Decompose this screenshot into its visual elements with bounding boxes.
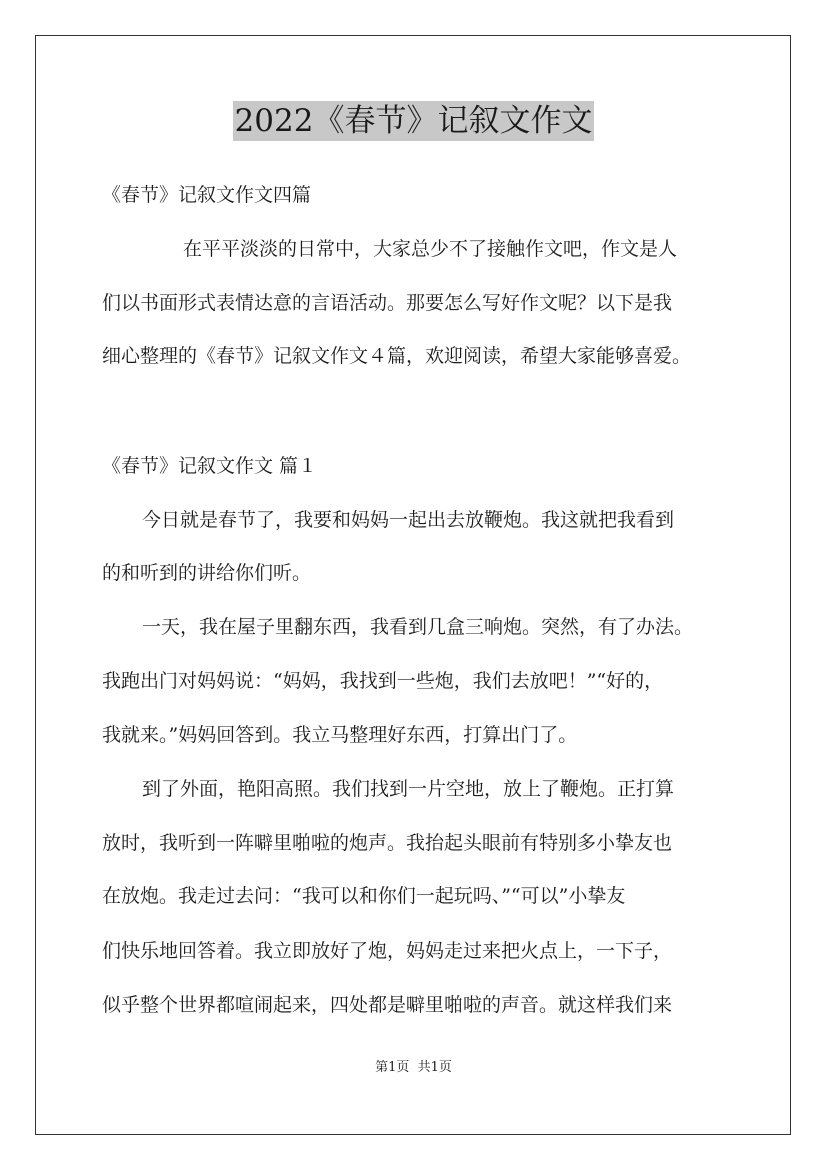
paragraph-line: 们快乐地回答着。我立即放好了炮，妈妈走过来把火点上，一下子， [102,940,673,962]
intro-line: 在平平淡淡的日常中，大家总少不了接触作文吧，作文是人 [183,238,678,260]
paragraph-line: 我跑出门对妈妈说：“妈妈，我找到一些炮，我们去放吧！”“好的， [102,670,664,692]
paragraph-line: 一天，我在屋子里翻东西，我看到几盒三响炮。突然，有了办法。 [142,616,694,638]
paragraph-line: 今日就是春节了，我要和妈妈一起出去放鞭炮。我这就把我看到 [142,509,675,531]
intro-line: 细心整理的《春节》记叙文作文４篇，欢迎阅读，希望大家能够喜爱。 [102,345,692,367]
page-footer [0,1056,827,1075]
page-total: 共1页 [417,1060,452,1075]
document-title-text: 2022《春节》记叙文作文 [234,103,593,139]
paragraph-line: 似乎整个世界都喧闹起来，四处都是噼里啪啦的声音。就这样我们来 [102,994,673,1016]
paragraph-line: 到了外面，艳阳高照。我们找到一片空地，放上了鞭炮。正打算 [142,778,675,800]
document-subtitle: 《春节》记叙文作文四篇 [102,184,312,206]
paragraph-line: 我就来。”妈妈回答到。我立马整理好东西，打算出门了。 [102,724,578,746]
page-number: 第1页 [375,1060,410,1075]
paragraph-line: 放时，我听到一阵噼里啪啦的炮声。我抬起头眼前有特别多小挚友也 [102,832,673,854]
intro-line: 们以书面形式表情达意的言语活动。那要怎么写好作文呢？以下是我 [102,292,673,314]
section-heading: 《春节》记叙文作文 篇１ [102,455,318,477]
paragraph-line: 的和听到的讲给你们听。 [102,562,312,584]
paragraph-line: 在放炮。我走过去问：“我可以和你们一起玩吗、”“可以”小挚友 [102,885,626,907]
document-title [0,101,827,141]
